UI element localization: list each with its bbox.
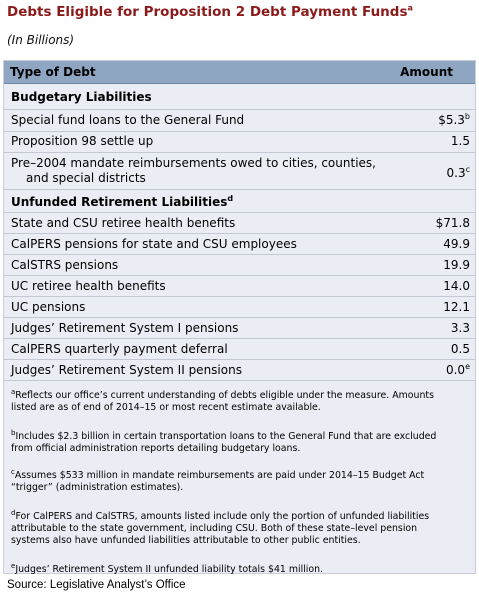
row-divider	[4, 131, 475, 132]
row-divider	[4, 296, 475, 297]
row-amount: 1.5	[450, 134, 470, 148]
debt-table	[3, 60, 476, 574]
column-header-amount: Amount	[400, 65, 453, 79]
row-amount: $71.8	[435, 216, 470, 230]
row-divider	[4, 152, 475, 153]
row-label: Judges’ Retirement System I pensions	[11, 321, 239, 335]
footnote-mark: b	[11, 428, 16, 437]
row-label-continued: and special districts	[26, 171, 146, 185]
row-label: Judges’ Retirement System II pensions	[11, 363, 242, 377]
row-amount: $5.3$^b$	[438, 112, 470, 127]
row-divider	[4, 233, 475, 234]
footnote	[11, 428, 471, 455]
footnote-mark: e	[11, 561, 16, 570]
row-divider	[4, 109, 475, 110]
section-title: Unfunded Retirement Liabilities$^d$	[11, 194, 234, 209]
footnote-line: Reflects our office’s current understanding of debts eligible under the measure. Amounts	[15, 390, 434, 401]
footnote-line: from official administration reports detailing budgetary loans.	[11, 443, 301, 454]
row-footnote-mark: b	[464, 112, 470, 121]
row-footnote-mark: e	[465, 362, 470, 371]
title-footnote-mark: a	[407, 3, 413, 13]
row-label: Pre–2004 mandate reimbursements owed to cities, counties,	[11, 156, 376, 170]
row-divider	[4, 254, 475, 255]
row-amount: 49.9	[443, 237, 470, 251]
row-label: CalPERS quarterly payment deferral	[11, 342, 228, 356]
units-subtitle: (In Billions)	[7, 33, 75, 47]
table-header-row	[4, 61, 475, 84]
row-amount: 3.3	[450, 321, 470, 335]
row-label: Special fund loans to the General Fund	[11, 113, 245, 127]
row-divider	[4, 212, 475, 213]
footnote-mark: d	[11, 508, 16, 517]
row-amount: 0.5	[450, 342, 470, 356]
row-footnote-mark: c	[465, 165, 470, 174]
row-label: Proposition 98 settle up	[11, 134, 154, 148]
footnote	[11, 561, 471, 576]
footnote-line: systems also have unfunded liabilities attributable to other public entities.	[11, 535, 361, 546]
footnote-mark: c	[11, 467, 15, 476]
footnote-line: Includes $2.3 billion in certain transportation loans to the General Fund that are excluded	[15, 431, 437, 442]
row-amount: 0.0e	[445, 362, 470, 377]
row-divider	[4, 338, 475, 339]
row-amount: 14.0	[443, 279, 470, 293]
footnote-line: Judges’ Retirement System II unfunded liability totals $41 million.	[15, 564, 324, 575]
row-divider	[4, 317, 475, 318]
row-amount: 12.1	[443, 300, 470, 314]
footnote	[11, 508, 471, 547]
row-divider	[4, 189, 475, 190]
table-title	[7, 4, 477, 20]
footnote-line: “trigger” (administration estimates).	[11, 482, 184, 493]
row-amount: 0.3$^c$	[446, 165, 470, 180]
row-amount: 19.9	[443, 258, 470, 272]
row-label: CalPERS pensions for state and CSU employees	[11, 237, 297, 251]
row-label: UC pensions	[11, 300, 86, 314]
footnote-line: attributable to the state government, including CSU. Both of these state–level pension	[11, 523, 418, 534]
footnote-line: For CalPERS and CalSTRS, amounts listed include only the portion of unfunded liabilities	[15, 511, 430, 522]
footnote	[11, 467, 471, 494]
row-divider	[4, 275, 475, 276]
row-label: CalSTRS pensions	[11, 258, 119, 272]
footnote-line: listed are as of end of 2014–15 or most recent estimate available.	[11, 402, 321, 413]
column-header-type: Type of Debt	[10, 65, 96, 79]
row-divider	[4, 380, 475, 381]
table-title-text: Debts Eligible for Proposition 2 Debt Payment Funds	[7, 4, 408, 20]
row-label: UC retiree health benefits	[11, 279, 166, 293]
row-label: State and CSU retiree health benefits	[11, 216, 236, 230]
footnote-line: Assumes $533 million in mandate reimbursements are paid under 2014–15 Budget Act	[14, 470, 425, 481]
row-divider	[4, 359, 475, 360]
section-title: Budgetary Liabilities	[11, 90, 152, 104]
source-line: Source: Legislative Analyst’s Office	[7, 579, 186, 591]
footnote	[11, 387, 471, 414]
footnote-mark: a	[11, 387, 16, 396]
